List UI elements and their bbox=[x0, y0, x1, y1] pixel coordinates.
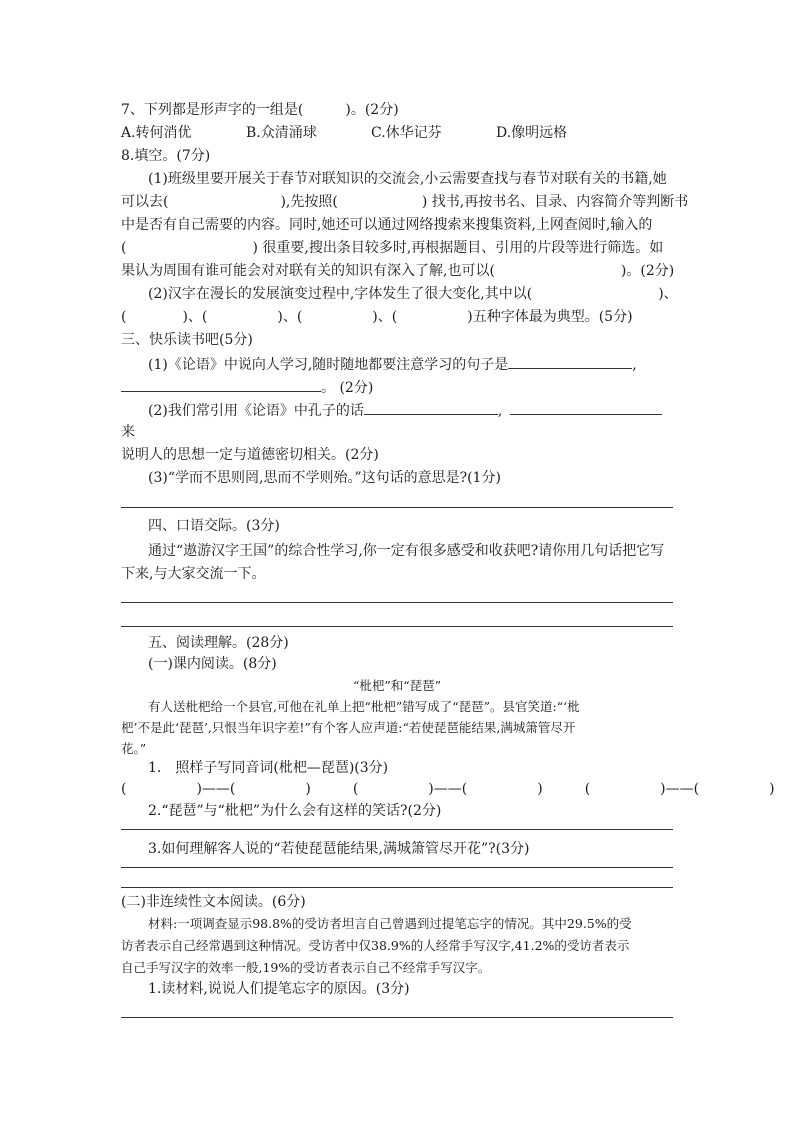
sec3-q1-end: 。 (2分) bbox=[321, 380, 374, 396]
sec5-q1: 1. 照样子写同音词(枇杷—琵琶)(3分) bbox=[148, 760, 389, 776]
sec4-title: 四、口语交际。(3分) bbox=[148, 518, 280, 534]
answer-line[interactable] bbox=[121, 507, 673, 508]
q8-title: 8.填空。(7分) bbox=[121, 148, 211, 164]
q8-p2-line: (2)汉字在漫长的发展演变过程中,字体发生了很大变化,其中以( )、 bbox=[148, 286, 678, 302]
sec3-q2-comma: , bbox=[497, 403, 503, 419]
q8-p1-line: ( ) 很重要,搜出条目较多时,再根据题目、引用的片段等进行筛选。如 bbox=[121, 240, 664, 256]
sec3-q1-comma: , bbox=[632, 357, 637, 373]
q7-option-d: D.像明远格 bbox=[496, 125, 568, 141]
answer-blank[interactable] bbox=[364, 400, 498, 415]
sec4-line: 下来,与大家交流一下。 bbox=[121, 566, 266, 582]
answer-blank[interactable] bbox=[508, 354, 632, 369]
sec3-q1-line2 bbox=[121, 377, 373, 397]
q8-p1-line: 中是否有自己需要的内容。同时,她还可以通过网络搜索来搜集资料,上网查阅时,输入的 bbox=[121, 217, 653, 233]
sec3-q2-lai: 来 bbox=[121, 424, 135, 440]
sec5-part1-title: (一)课内阅读。(8分) bbox=[148, 656, 277, 672]
sec5-part2-title: (二)非连续性文本阅读。(6分) bbox=[121, 894, 306, 910]
sec5-p2q1: 1.读材料,说说人们提笔忘字的原因。(3分) bbox=[148, 981, 410, 997]
passage-line: 杷’不是此‘琵琶’,只恨当年识字差!”有个客人应声道:“若使琵琶能结果,满城箫管尽开 bbox=[121, 720, 576, 735]
passage-title: “枇杷”和“琵琶” bbox=[352, 678, 442, 693]
q8-p1-line: 果认为周围有谁可能会对对联有关的知识有深入了解,也可以( )。(2分) bbox=[121, 263, 675, 279]
material-line: 材料:一项调查显示98.8%的受访者坦言自己曾遇到过提笔忘字的情况。其中29.5%的受 bbox=[148, 916, 632, 931]
answer-line[interactable] bbox=[121, 626, 673, 627]
sec3-q3: (3)“学而不思则罔,思而不学则殆。”这句话的意思是?(1分) bbox=[148, 470, 501, 486]
sec5-title: 五、阅读理解。(28分) bbox=[148, 635, 289, 651]
sec5-q1-blanks[interactable]: ( )——( ) ( )——( ) ( )——( ) bbox=[121, 781, 775, 797]
answer-line[interactable] bbox=[121, 867, 673, 868]
q8-p1-line: 可以去( ),先按照( ) 找书,再按书名、目录、内容简介等判断书 bbox=[121, 194, 689, 210]
q8-p1-line: (1)班级里要开展关于春节对联知识的交流会,小云需要查找与春节对联有关的书籍,她 bbox=[148, 171, 667, 187]
sec3-q2-line3: 说明人的思想一定与道德密切相关。(2分) bbox=[121, 447, 379, 463]
q7-option-a: A.转何消优 bbox=[121, 125, 192, 141]
answer-line[interactable] bbox=[121, 602, 673, 603]
passage-line: 有人送枇杷给一个县官,可他在礼单上把“枇杷”错写成了“琵琶”。县官笑道:“‘枇 bbox=[148, 699, 580, 714]
answer-line[interactable] bbox=[121, 887, 673, 888]
sec3-title: 三、快乐读书吧(5分) bbox=[121, 332, 253, 348]
answer-blank[interactable] bbox=[121, 377, 321, 392]
answer-line[interactable] bbox=[121, 1017, 673, 1018]
q7-stem: 7、下列都是形声字的一组是( )。(2分) bbox=[121, 102, 399, 118]
sec3-q2-text: (2)我们常引用《论语》中孔子的话 bbox=[148, 403, 364, 419]
sec3-q1-line1 bbox=[148, 354, 637, 374]
sec5-q3: 3.如何理解客人说的“若使琵琶能结果,满城箫管尽开花”?(3分) bbox=[148, 841, 530, 857]
q7-option-b: B.众清涌球 bbox=[246, 125, 317, 141]
sec3-q1-text: (1)《论语》中说向人学习,随时随地都要注意学习的句子是 bbox=[148, 357, 509, 373]
passage-line: 花。” bbox=[121, 741, 147, 756]
sec5-q2: 2.“琵琶”与“枇杷”为什么会有这样的笑话?(2分) bbox=[148, 803, 442, 819]
q8-p2-line: ( )、( )、( )、( )五种字体最为典型。(5分) bbox=[121, 309, 633, 325]
sec4-line: 通过“遨游汉字王国”的综合性学习,你一定有很多感受和收获吧?请你用几句话把它写 bbox=[148, 543, 665, 559]
q7-option-c: C.休华记芬 bbox=[371, 125, 442, 141]
answer-line[interactable] bbox=[121, 829, 673, 830]
answer-blank[interactable] bbox=[510, 400, 662, 415]
material-line: 自己手写汉字的效率一般,19%的受访者表示自己不经常手写汉字。 bbox=[121, 960, 491, 975]
material-line: 访者表示自己经常遇到这种情况。受访者中仅38.9%的人经常手写汉字,41.2%的受访者表示 bbox=[121, 938, 630, 953]
sec3-q2-line1 bbox=[148, 400, 662, 420]
